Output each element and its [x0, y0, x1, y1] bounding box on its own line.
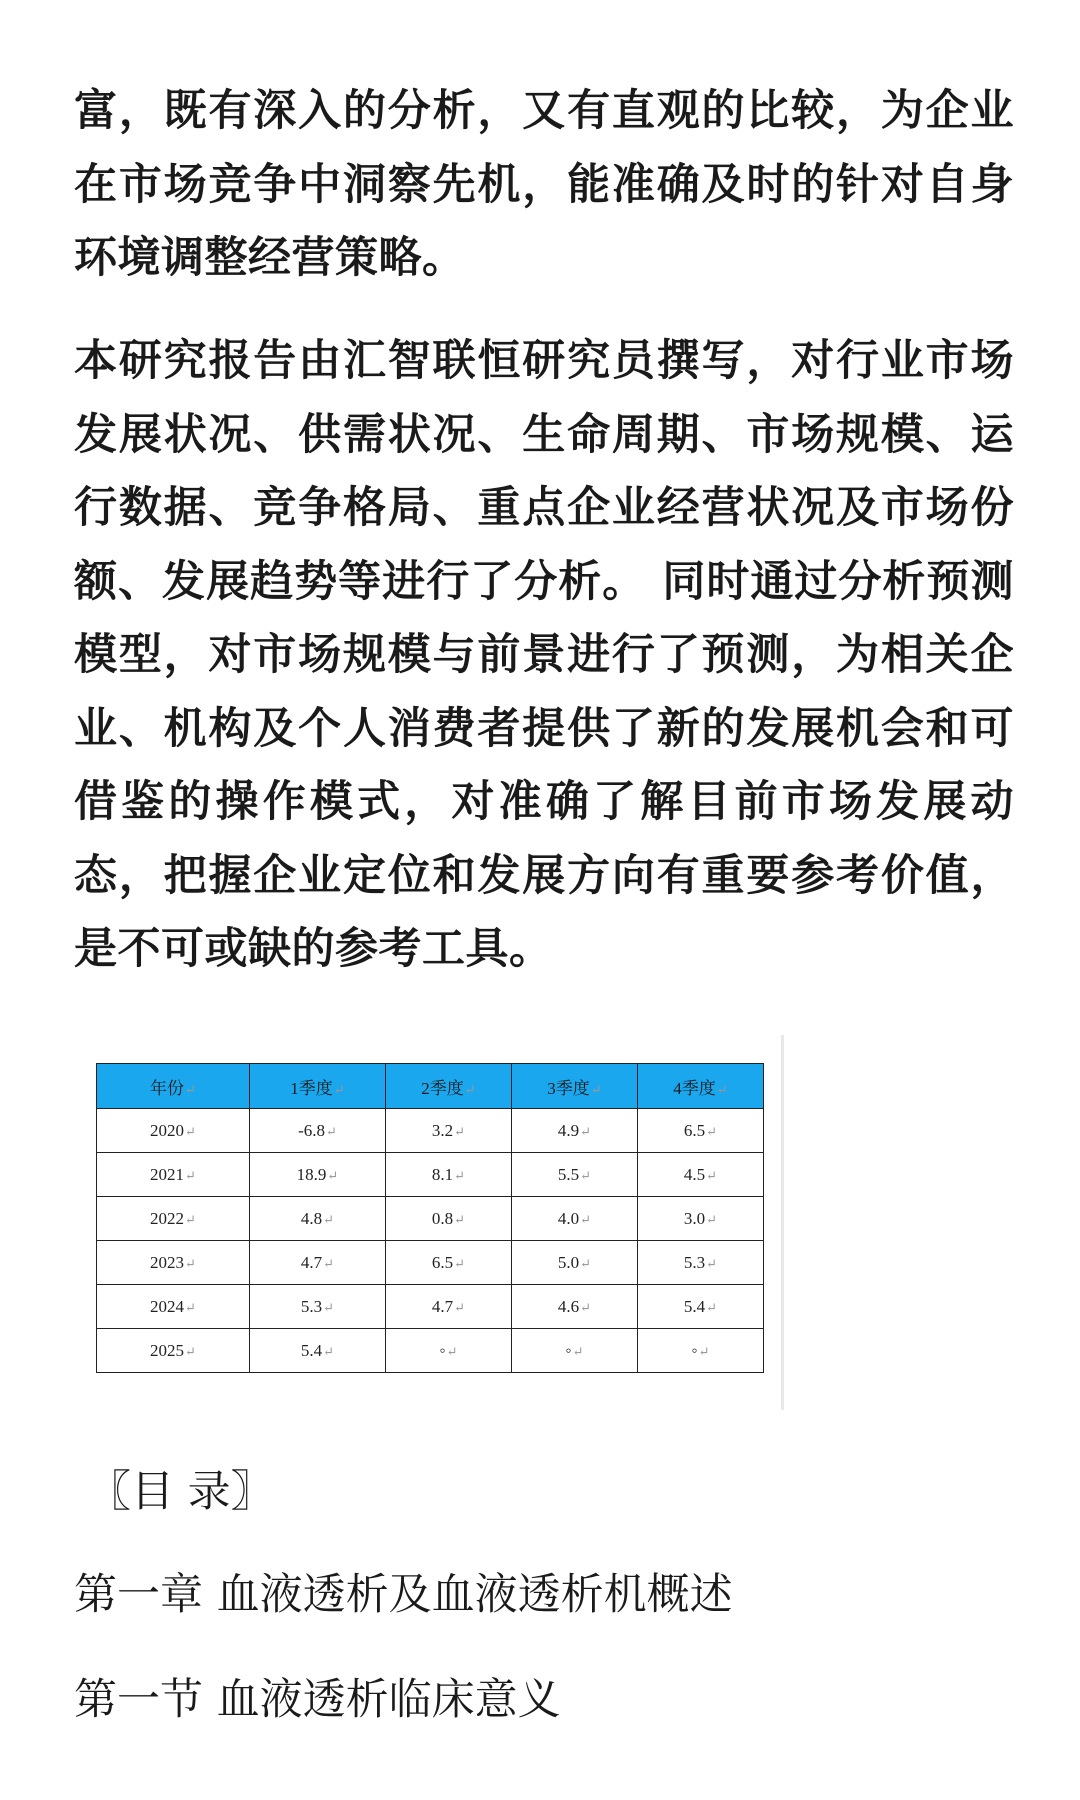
- toc-chapter-1[interactable]: 第一章 血液透析及血液透析机概述: [74, 1570, 733, 1620]
- value-cell: 5.3↵: [250, 1285, 386, 1329]
- table-row: [97, 1241, 764, 1285]
- year-cell: 2021↵: [97, 1153, 250, 1197]
- toc-section-1[interactable]: 第一节 血液透析临床意义: [74, 1675, 561, 1725]
- table-row: [97, 1329, 764, 1373]
- year-cell: 2024↵: [97, 1285, 250, 1329]
- value-cell: 4.8↵: [250, 1197, 386, 1241]
- value-cell: 18.9↵: [250, 1153, 386, 1197]
- value-cell: 4.5↵: [638, 1153, 764, 1197]
- value-cell: -6.8↵: [250, 1109, 386, 1153]
- year-cell: 2022↵: [97, 1197, 250, 1241]
- value-cell: 5.3↵: [638, 1241, 764, 1285]
- value-cell: 3.2↵: [386, 1109, 512, 1153]
- header-cell: 2季度↵: [386, 1064, 512, 1109]
- value-cell: 0.8↵: [386, 1197, 512, 1241]
- quarterly-data-table: [96, 1063, 764, 1373]
- value-cell: 5.0↵: [512, 1241, 638, 1285]
- table-row: [97, 1153, 764, 1197]
- value-cell: ◦↵: [386, 1329, 512, 1373]
- value-cell: 6.5↵: [386, 1241, 512, 1285]
- value-cell: 4.9↵: [512, 1109, 638, 1153]
- header-cell: 3季度↵: [512, 1064, 638, 1109]
- image-edge: [781, 1035, 784, 1410]
- value-cell: 5.5↵: [512, 1153, 638, 1197]
- value-cell: 4.7↵: [386, 1285, 512, 1329]
- table-row: [97, 1285, 764, 1329]
- table-header-row: [97, 1064, 764, 1109]
- toc-title: 〖目 录〗: [88, 1467, 274, 1517]
- value-cell: 4.7↵: [250, 1241, 386, 1285]
- paragraph-intro-continuation: 富，既有深入的分析，又有直观的比较，为企业在市场竞争中洞察先机，能准确及时的针对自身环境调整经营策略。: [74, 86, 1014, 283]
- value-cell: 4.0↵: [512, 1197, 638, 1241]
- header-cell: 年份↵: [97, 1064, 250, 1109]
- table-row: [97, 1109, 764, 1153]
- value-cell: 6.5↵: [638, 1109, 764, 1153]
- value-cell: ◦↵: [638, 1329, 764, 1373]
- value-cell: 3.0↵: [638, 1197, 764, 1241]
- value-cell: 5.4↵: [250, 1329, 386, 1373]
- table-image: [74, 1035, 784, 1410]
- value-cell: 4.6↵: [512, 1285, 638, 1329]
- table-row: [97, 1197, 764, 1241]
- year-cell: 2020↵: [97, 1109, 250, 1153]
- paragraph-report-description: 本研究报告由汇智联恒研究员撰写，对行业市场发展状况、供需状况、生命周期、市场规模、运行数据、竞争格局、重点企业经营状况及市场份额、发展趋势等进行了分析。 同时通过分析预测模型，对市场规模与前景进行了预测，为相关企业、机构及个人消费者提供了新的发展机会和可借鉴的操作模式，对准确了解目前市场发展动态，把握企业定位和发展方向有重要参考价值，是不可或缺的参考工具。: [74, 336, 1014, 974]
- value-cell: 5.4↵: [638, 1285, 764, 1329]
- year-cell: 2025↵: [97, 1329, 250, 1373]
- header-cell: 1季度↵: [250, 1064, 386, 1109]
- value-cell: 8.1↵: [386, 1153, 512, 1197]
- header-cell: 4季度↵: [638, 1064, 764, 1109]
- value-cell: ◦↵: [512, 1329, 638, 1373]
- year-cell: 2023↵: [97, 1241, 250, 1285]
